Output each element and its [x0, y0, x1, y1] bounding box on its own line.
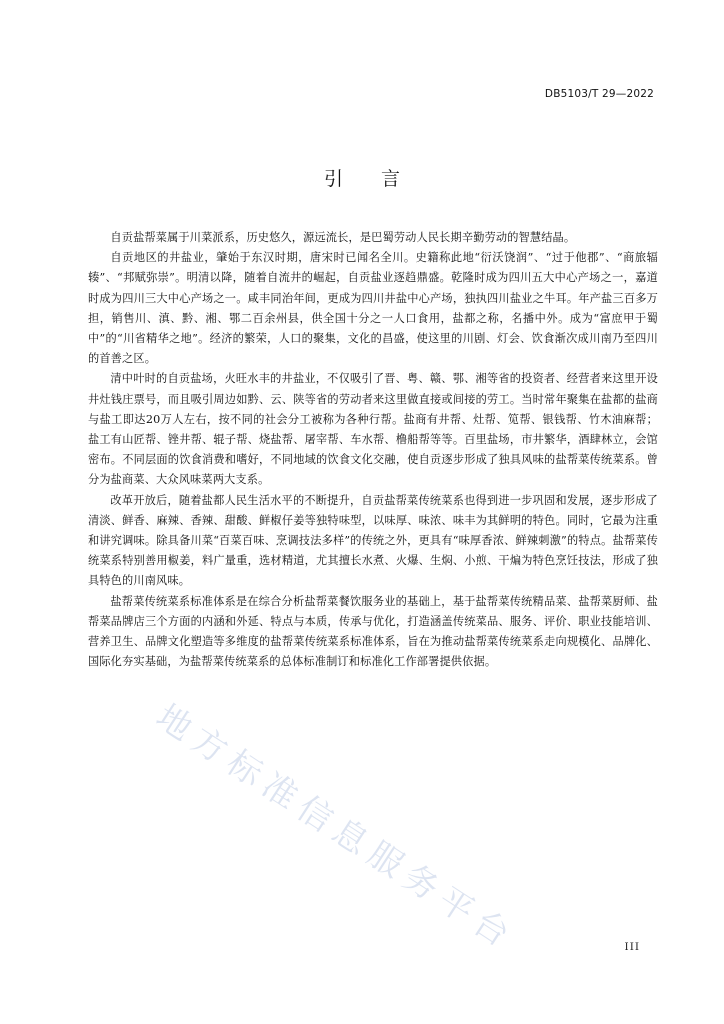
paragraph: 自贡盐帮菜属于川菜派系，历史悠久，源远流长，是巴蜀劳动人民长期辛勤劳动的智慧结晶。 [110, 231, 576, 244]
paragraph: 清中叶时的自贡盐场，火旺水丰的井盐业，不仅吸引了晋、粤、赣、鄂、湘等省的投资者、经营者来这里开设井灶钱庄票号，而且吸引周边如黔、云、陕等省的劳动者来这里做直接或间接的劳工。当时常年聚集在盐都的盐商与盐工即达20万人左右，按不同的社会分工被称为各种行帮。盐商有井帮、灶帮、笕帮、银钱帮、竹木油麻帮；盐工有山匠帮、锉井帮、辊子帮、烧盐帮、屠宰帮、车水帮、橹船帮等等。百里盐场，市井繁华，酒肆林立，会馆密布。不同层面的饮食消费和嗜好，不同地域的饮食文化交融，使自贡逐步形成了独具风味的盐帮菜传统菜系。曾分为盐商菜、大众风味菜两大支系。 [88, 372, 658, 487]
paragraph: 改革开放后，随着盐都人民生活水平的不断提升，自贡盐帮菜传统菜系也得到进一步巩固和发展，逐步形成了清淡、鲜香、麻辣、香辣、甜酸、鲜椒仔姜等独特味型，以味厚、味浓、味丰为其鲜明的特色。同时，它最为注重和讲究调味。除具备川菜“百菜百味、烹调技法多样”的传统之外，更具有“味厚香浓、鲜辣刺激”的特点。盐帮菜传统菜系特别善用椒姜，料广量重，选材精道，尤其擅长水煮、火爆、生焖、小煎、干煸为特色烹饪技法，形成了独具特色的川南风味。 [88, 493, 658, 588]
page-title: 引言 [323, 168, 438, 190]
paragraph: 盐帮菜传统菜系标准体系是在综合分析盐帮菜餐饮服务业的基础上，基于盐帮菜传统精品菜、盐帮菜厨师、盐帮菜品牌店三个方面的内涵和外延、特点与本质，传承与优化，打造涵盖传统菜品、服务、评价、职业技能培训、营养卫生、品牌文化塑造等多维度的盐帮菜传统菜系标准体系，旨在为推动盐帮菜传统菜系走向规模化、品牌化、国际化夯实基础，为盐帮菜传统菜系的总体标准制订和标准化工作部署提供依据。 [88, 594, 658, 669]
watermark: 地方标准信息服务平台 [148, 696, 523, 960]
document-body [88, 228, 658, 672]
paragraph: 自贡地区的井盐业，肇始于东汉时期，唐宋时已闻名全川。史籍称此地“衍沃饶润”、“过于他郡”、“商旅辐辏”、“邦赋弥崇”。明清以降，随着自流井的崛起，自贡盐业逐趋鼎盛。乾隆时成为四川五大中心产场之一，嘉道时成为四川三大中心产场之一。咸丰同治年间，更成为四川井盐中心产场，独执四川盐业之牛耳。年产盐三百多万担，销售川、滇、黔、湘、鄂二百余州县，供全国十分之一人口食用，盐都之称，名播中外。成为“富庶甲于蜀中”的“川省精华之地”。经济的繁荣，人口的聚集，文化的昌盛，使这里的川剧、灯会、饮食渐次成川南乃至四川的首善之区。 [88, 251, 658, 366]
document-code: DB5103/T 29—2022 [544, 88, 654, 100]
page-number: III [624, 941, 640, 953]
